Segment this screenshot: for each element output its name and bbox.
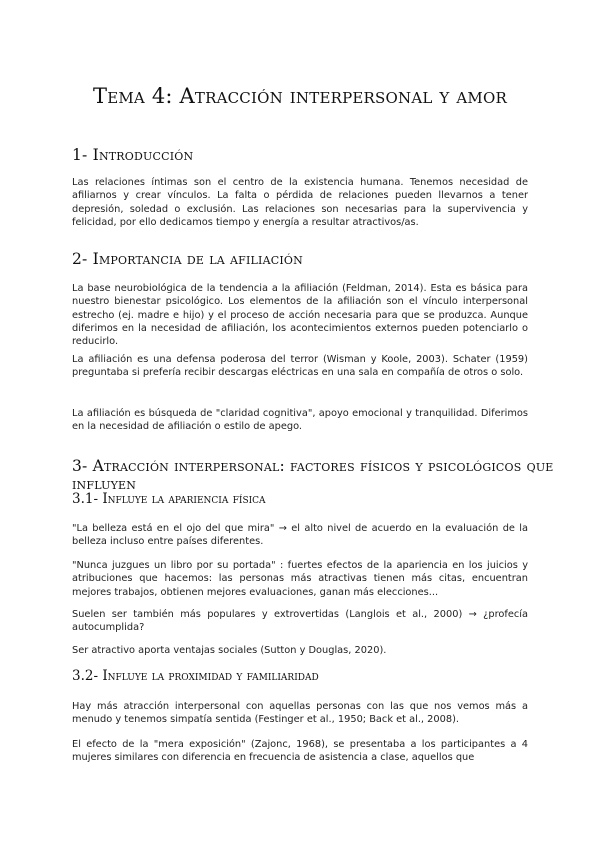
subsection-3-2-paragraph-2: El efecto de la "mera exposición" (Zajonc, 1968), se presentaba a los participantes a 4 mujeres similares con diferencia en frecuencia de asistencia a clase, aquellos que <box>72 739 528 764</box>
page-title: Tema 4: Atracción interpersonal y amor <box>93 84 507 108</box>
subsection-3-1-paragraph-3: Suelen ser también más populares y extrovertidas (Langlois et al., 2000) → ¿profecía autocumplida? <box>72 609 528 634</box>
section-2-paragraph-1: La base neurobiológica de la tendencia a la afiliación (Feldman, 2014). Esta es básica para nuestro bienestar psicológico. Los elementos de la afiliación son el vínculo interpersonal estrecho (ej. madre e hijo) y el proceso de acción necesaria para que se produzca. Aunque diferimos en la necesidad de afiliación, los acontecimientos externos pueden potenciarlo o reducirlo. <box>72 283 528 348</box>
section-1-paragraph-1: Las relaciones íntimas son el centro de la existencia humana. Tenemos necesidad de afiliarnos y crear vínculos. La falta o pérdida de relaciones pueden llevarnos a tener depresión, soledad o exclusión. Las relaciones son necesarias para la supervivencia y felicidad, por ello dedicamos tiempo y energía a resultar atractivos/as. <box>72 177 528 228</box>
subsection-3-1-paragraph-1: "La belleza está en el ojo del que mira" → el alto nivel de acuerdo en la evaluación de la belleza incluso entre países diferentes. <box>72 523 528 548</box>
subsection-3-1-paragraph-2: "Nunca juzgues un libro por su portada" : fuertes efectos de la apariencia en los juicios y atribuciones que hacemos: las personas más atractivas tienen más citas, encuentran mejores trabajos, obtienen mejores evaluaciones, ganan más elecciones... <box>72 560 528 598</box>
subsection-3-2-heading: 3.2- Influye la proximidad y familiaridad <box>72 668 319 684</box>
section-1-heading: 1- Introducción <box>72 146 194 164</box>
section-2-heading: 2- Importancia de la afiliación <box>72 250 303 268</box>
section-2-paragraph-2: La afiliación es una defensa poderosa del terror (Wisman y Koole, 2003). Schater (1959) preguntaba si prefería recibir descargas eléctricas en una sala en compañía de otros o solo. <box>72 354 528 379</box>
section-3-heading: 3- Atracción interpersonal: factores físicos y psicológicos que influyen <box>72 457 554 493</box>
subsection-3-1-paragraph-4: Ser atractivo aporta ventajas sociales (Sutton y Douglas, 2020). <box>72 645 387 656</box>
subsection-3-2-paragraph-1: Hay más atracción interpersonal con aquellas personas con las que nos vemos más a menudo y tenemos simpatía sentida (Festinger et al., 1950; Back et al., 2008). <box>72 701 528 726</box>
section-2-paragraph-3: La afiliación es búsqueda de "claridad cognitiva", apoyo emocional y tranquilidad. Diferimos en la necesidad de afiliación o estilo de apego. <box>72 408 528 433</box>
subsection-3-1-heading: 3.1- Influye la apariencia física <box>72 491 266 507</box>
